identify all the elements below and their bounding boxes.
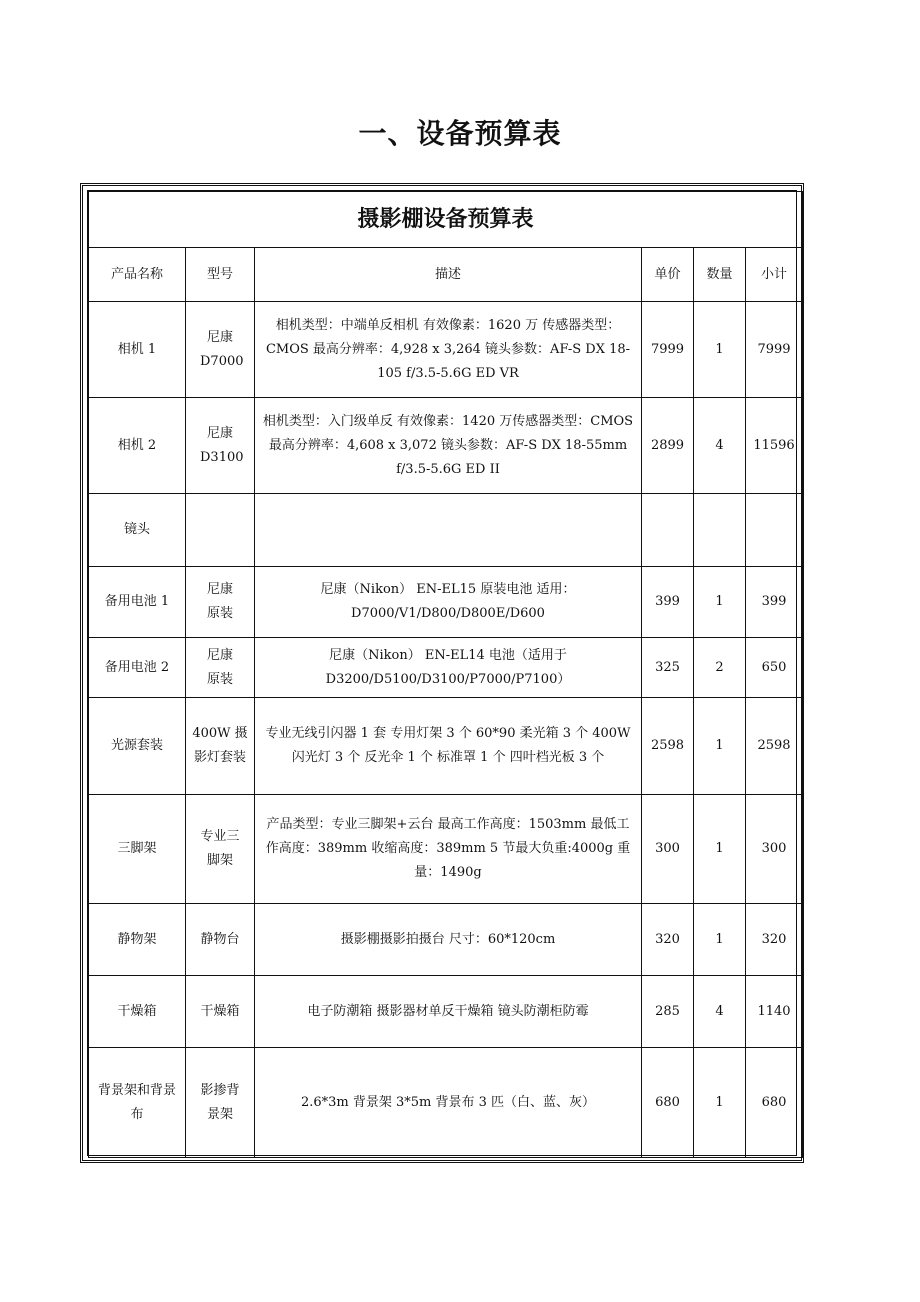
cell-qty	[694, 1048, 746, 1158]
cell-subtotal	[746, 904, 803, 976]
cell-qty-text: 1	[715, 341, 724, 357]
cell-name-text: 备用电池 1	[104, 594, 170, 609]
cell-qty	[694, 494, 746, 567]
cell-subtotal-text: 300	[761, 841, 787, 856]
cell-name-text: 镜头	[123, 522, 150, 537]
cell-qty-text: 1	[715, 738, 724, 753]
cell-price-text: 320	[655, 931, 680, 947]
cell-name	[89, 302, 186, 398]
cell-price	[642, 698, 694, 795]
cell-qty	[694, 638, 746, 698]
cell-price	[642, 904, 694, 976]
cell-desc-text: 专业无线引闪器 1 套 专用灯架 3 个 60*90 柔光箱 3 个 400W 闪光灯 3 个 反光伞 1 个 标准罩 1 个 四叶档光板 3 个	[265, 726, 631, 765]
cell-model-text: 尼康 原装	[206, 582, 233, 621]
cell-desc	[255, 398, 642, 494]
table-row	[89, 638, 803, 698]
cell-model-text: 尼康 原装	[206, 647, 233, 687]
cell-model-text: 尼康 D7000	[200, 329, 244, 369]
cell-qty	[694, 795, 746, 904]
cell-price	[642, 1048, 694, 1158]
cell-qty-text: 1	[715, 841, 724, 856]
cell-name	[89, 976, 186, 1048]
cell-price-text: 399	[655, 594, 680, 609]
cell-price	[642, 398, 694, 494]
cell-name	[89, 698, 186, 795]
table-row	[89, 795, 803, 904]
budget-table-frame	[80, 183, 804, 1163]
budget-table	[88, 191, 803, 1158]
cell-desc-text: 相机类型：中端单反相机 有效像素：1620 万 传感器类型：CMOS 最高分辨率：4,928 x 3,264 镜头参数：AF-S DX 18-105 f/3.5-5.6G ED VR	[265, 317, 631, 381]
cell-name-text: 干燥箱	[117, 1003, 157, 1019]
cell-model	[186, 398, 255, 494]
cell-desc	[255, 795, 642, 904]
cell-desc-text: 相机类型：入门级单反 有效像素：1420 万传感器类型：CMOS 最高分辨率：4,608 x 3,072 镜头参数：AF-S DX 18-55mm f/3.5-5.6G ED II	[262, 413, 634, 477]
cell-name-text: 背景架和背景布	[97, 1082, 176, 1122]
cell-desc	[255, 494, 642, 567]
table-row	[89, 302, 803, 398]
cell-desc-text: 尼康（Nikon） EN-EL14 电池（适用于 D3200/D5100/D3100/P7000/P7100）	[325, 647, 571, 687]
cell-price-text: 285	[655, 1003, 680, 1019]
cell-name	[89, 904, 186, 976]
cell-qty-text: 2	[715, 659, 724, 675]
cell-model	[186, 904, 255, 976]
cell-price	[642, 638, 694, 698]
cell-price	[642, 494, 694, 567]
cell-qty-text: 4	[715, 1003, 724, 1019]
cell-subtotal	[746, 1048, 803, 1158]
cell-qty-text: 4	[715, 437, 724, 453]
cell-subtotal-text: 320	[761, 931, 787, 947]
cell-name	[89, 567, 186, 638]
cell-name	[89, 1048, 186, 1158]
cell-name-text: 相机 2	[117, 437, 157, 453]
table-row	[89, 904, 803, 976]
cell-model	[186, 976, 255, 1048]
budget-table-inner	[87, 190, 797, 1156]
cell-subtotal-text: 1140	[757, 1003, 791, 1019]
cell-qty-text: 1	[715, 1094, 724, 1110]
cell-subtotal	[746, 398, 803, 494]
cell-desc	[255, 302, 642, 398]
cell-price-text: 300	[655, 841, 680, 856]
header-row	[89, 248, 803, 302]
cell-price-text: 2899	[650, 437, 685, 453]
cell-name-text: 备用电池 2	[104, 659, 170, 675]
cell-name	[89, 494, 186, 567]
table-row	[89, 976, 803, 1048]
cell-desc	[255, 698, 642, 795]
cell-price	[642, 795, 694, 904]
table-row	[89, 567, 803, 638]
cell-subtotal-text: 11596	[753, 437, 795, 453]
cell-model-text: 400W 摄影灯套装	[192, 726, 248, 765]
header-qty: 数量	[694, 248, 746, 302]
caption-row	[89, 192, 803, 248]
header-price: 单价	[642, 248, 694, 302]
cell-model-text: 影掺背景架	[200, 1082, 240, 1122]
cell-price	[642, 976, 694, 1048]
cell-model-text: 干燥箱	[200, 1003, 240, 1019]
cell-qty	[694, 976, 746, 1048]
cell-subtotal	[746, 494, 803, 567]
cell-name-text: 三脚架	[117, 841, 157, 856]
cell-desc-text: 电子防潮箱 摄影器材单反干燥箱 镜头防潮柜防霉	[307, 1003, 589, 1019]
cell-model	[186, 494, 255, 567]
cell-name-text: 相机 1	[117, 341, 157, 357]
cell-qty-text: 1	[715, 931, 724, 947]
cell-subtotal-text: 650	[761, 659, 787, 675]
table-caption: 摄影棚设备预算表	[89, 192, 803, 248]
cell-price-text: 2598	[650, 738, 685, 753]
cell-model	[186, 567, 255, 638]
cell-name	[89, 398, 186, 494]
cell-subtotal	[746, 976, 803, 1048]
cell-model-text: 专业三脚架	[200, 829, 240, 868]
cell-desc-text: 尼康（Nikon） EN-EL15 原装电池 适用：D7000/V1/D800/D800E/D600	[320, 582, 576, 621]
table-row	[89, 698, 803, 795]
cell-model	[186, 698, 255, 795]
cell-name	[89, 638, 186, 698]
cell-subtotal-text: 399	[761, 594, 787, 609]
cell-desc	[255, 976, 642, 1048]
cell-desc	[255, 904, 642, 976]
cell-name-text: 光源套装	[110, 738, 163, 753]
cell-qty	[694, 904, 746, 976]
header-desc: 描述	[255, 248, 642, 302]
cell-subtotal-text: 7999	[757, 341, 791, 357]
cell-qty	[694, 302, 746, 398]
cell-qty	[694, 398, 746, 494]
cell-subtotal	[746, 795, 803, 904]
page-title: 一、设备预算表	[358, 117, 562, 150]
cell-desc	[255, 1048, 642, 1158]
cell-subtotal	[746, 567, 803, 638]
cell-price-text: 680	[655, 1094, 680, 1110]
cell-model	[186, 1048, 255, 1158]
cell-subtotal	[746, 638, 803, 698]
cell-price-text: 325	[655, 659, 680, 675]
cell-desc	[255, 638, 642, 698]
cell-qty	[694, 567, 746, 638]
cell-qty-text: 1	[715, 594, 724, 609]
cell-desc-text: 2.6*3m 背景架 3*5m 背景布 3 匹（白、蓝、灰）	[300, 1094, 596, 1110]
cell-subtotal	[746, 302, 803, 398]
header-name: 产品名称	[89, 248, 186, 302]
cell-model-text: 静物台	[200, 931, 240, 947]
table-row	[89, 494, 803, 567]
header-model: 型号	[186, 248, 255, 302]
cell-model	[186, 302, 255, 398]
cell-desc-text: 摄影棚摄影拍摄台 尺寸：60*120cm	[340, 931, 556, 947]
cell-model	[186, 795, 255, 904]
cell-desc-text: 产品类型：专业三脚架+云台 最高工作高度：1503mm 最低工作高度：389mm 收缩高度：389mm 5 节最大负重:4000g 重量：1490g	[265, 817, 631, 880]
table-row	[89, 398, 803, 494]
table-row	[89, 1048, 803, 1158]
cell-model	[186, 638, 255, 698]
header-subtotal: 小计	[746, 248, 803, 302]
cell-qty	[694, 698, 746, 795]
cell-model-text: 尼康 D3100	[200, 425, 244, 465]
cell-subtotal	[746, 698, 803, 795]
cell-name-text: 静物架	[117, 931, 157, 947]
cell-desc	[255, 567, 642, 638]
cell-subtotal-text: 680	[761, 1094, 787, 1110]
cell-price	[642, 302, 694, 398]
cell-price	[642, 567, 694, 638]
cell-price-text: 7999	[650, 341, 685, 357]
cell-name	[89, 795, 186, 904]
cell-subtotal-text: 2598	[757, 738, 791, 753]
